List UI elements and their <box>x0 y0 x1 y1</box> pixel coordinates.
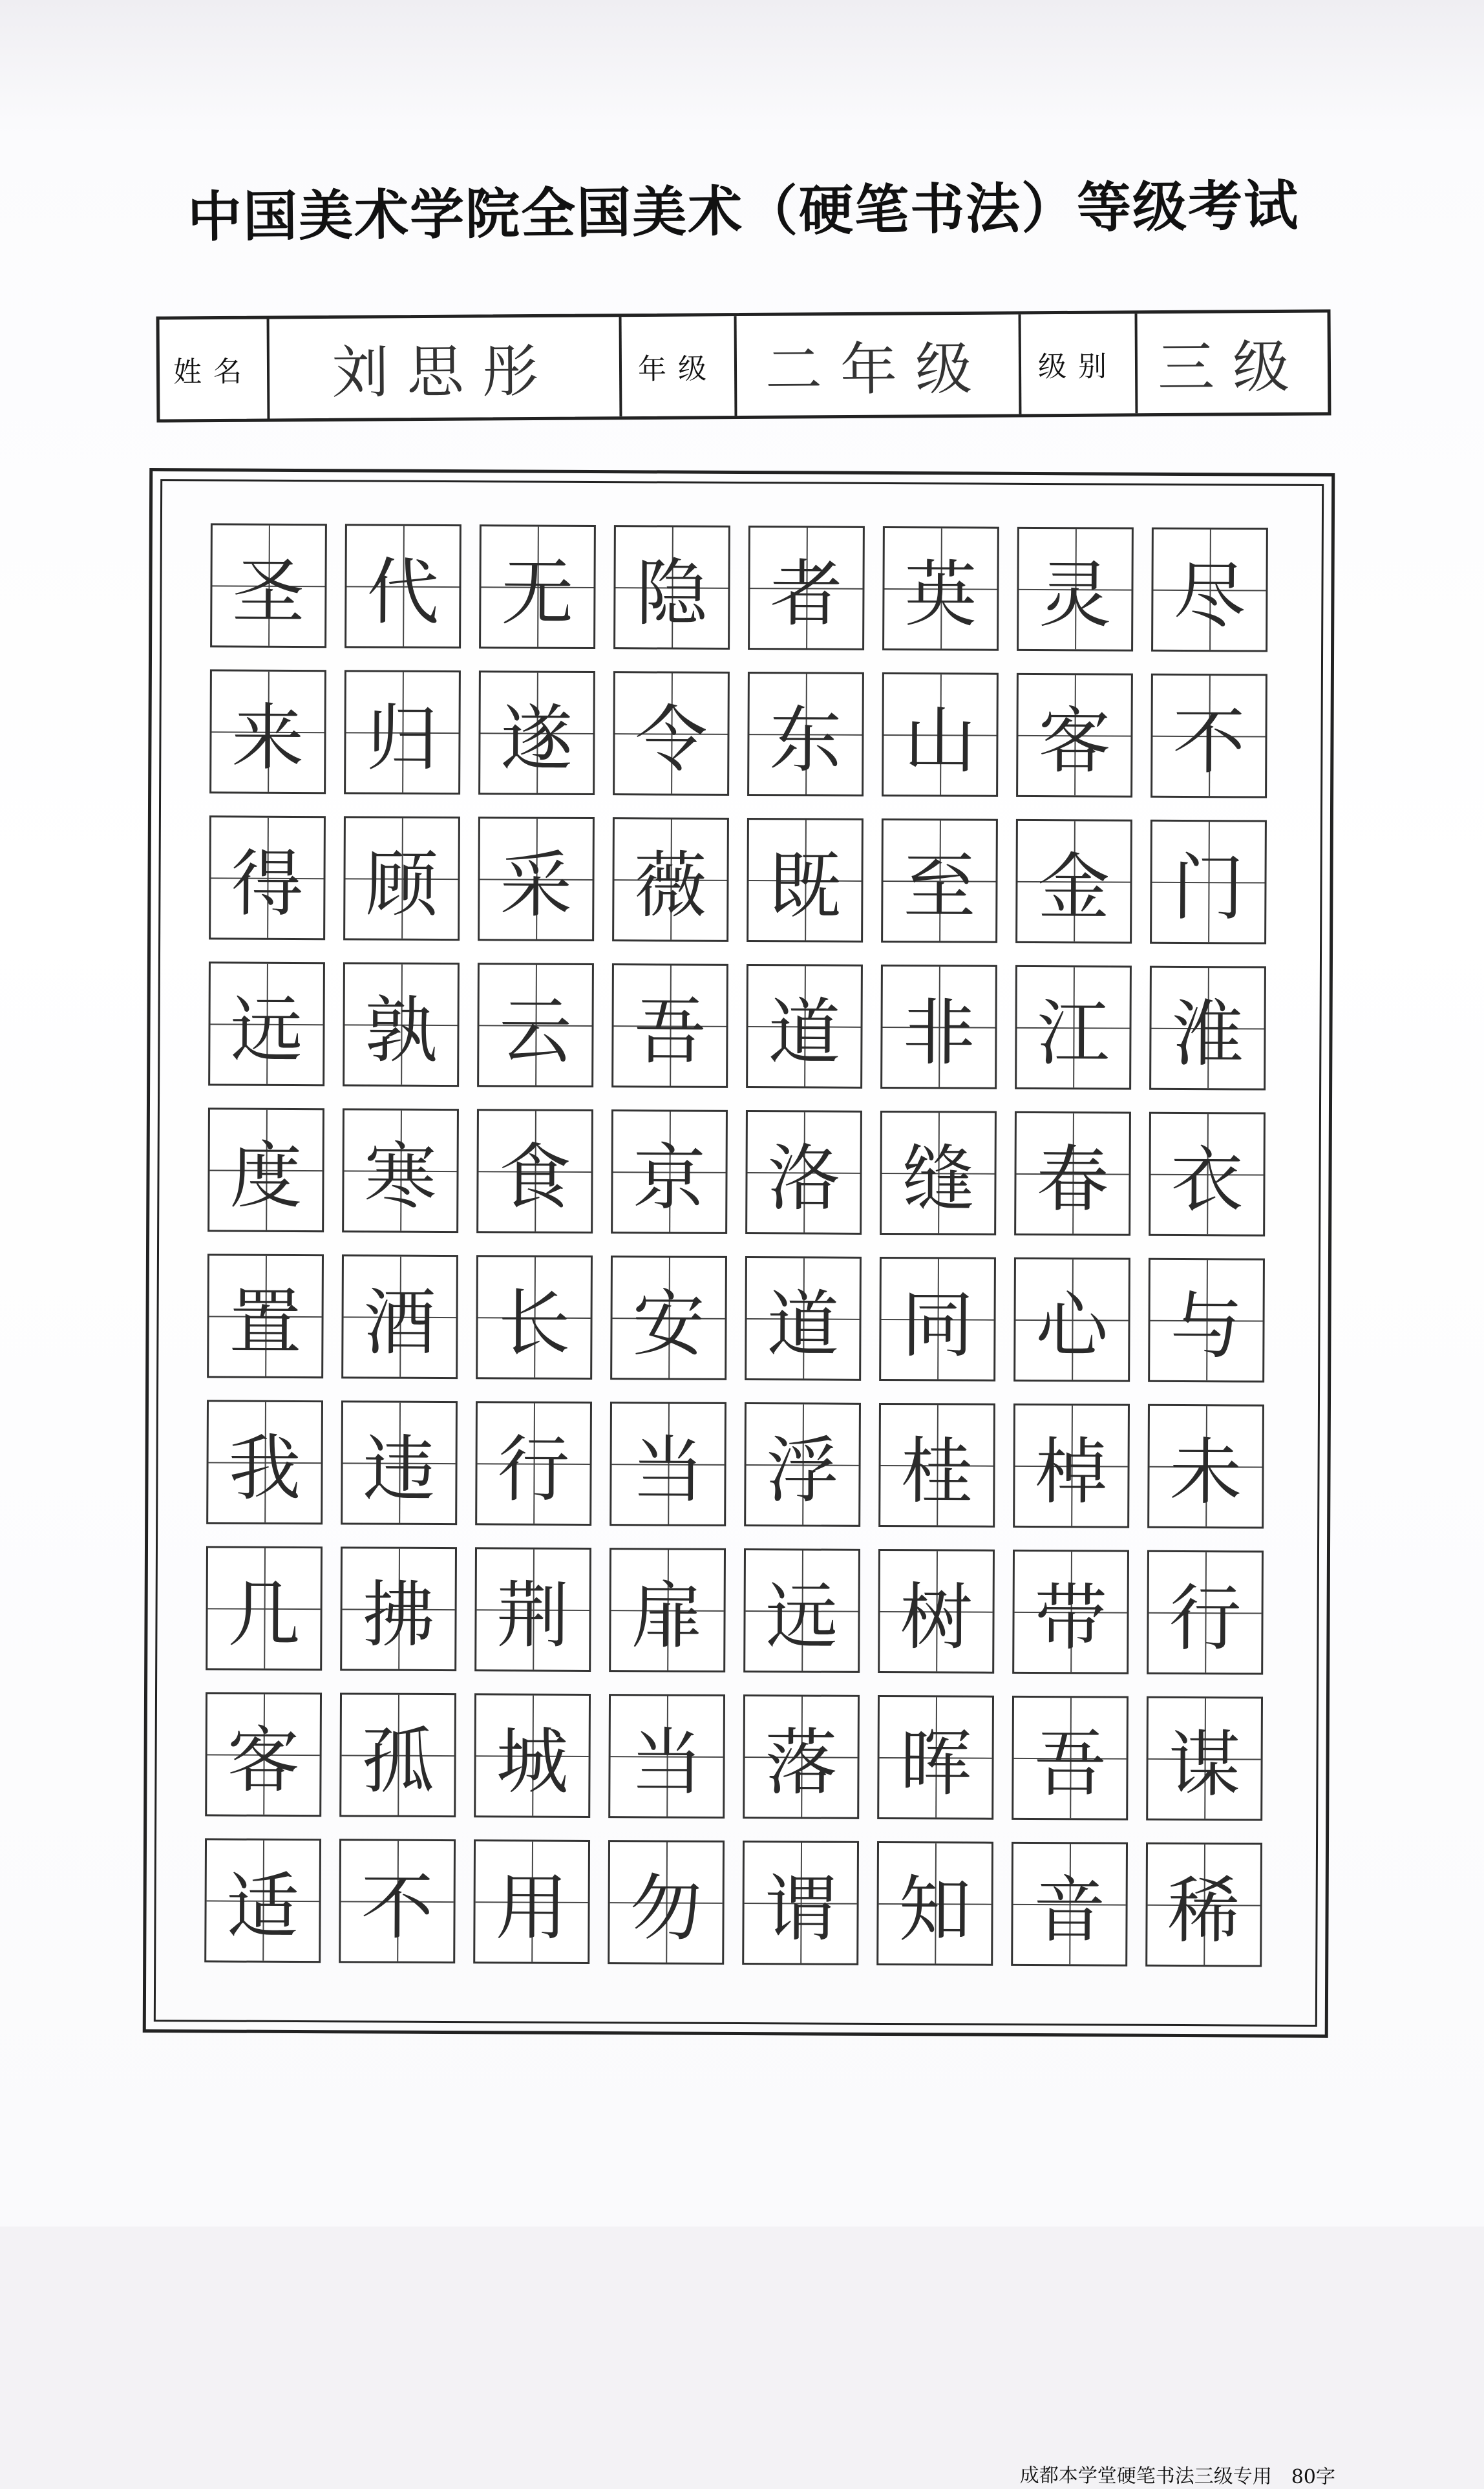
character-cell <box>748 526 865 650</box>
character-cell <box>878 1403 995 1528</box>
character-cell <box>207 1254 324 1378</box>
handwritten-character: 浮 <box>766 1428 839 1513</box>
footer-text: 成都本学堂硬笔书法三级专用 <box>1019 2464 1272 2488</box>
handwritten-character: 吾 <box>633 989 706 1074</box>
handwritten-character: 春 <box>1036 1137 1109 1222</box>
handwritten-character: 当 <box>631 1427 705 1513</box>
handwritten-character: 拂 <box>362 1572 435 1658</box>
character-cell <box>1149 1112 1266 1237</box>
handwritten-character: 者 <box>770 551 843 637</box>
character-cell <box>1014 1111 1131 1236</box>
character-cell <box>343 816 460 941</box>
character-cell <box>608 1694 725 1819</box>
handwritten-character: 安 <box>632 1281 705 1367</box>
handwritten-character: 用 <box>495 1865 568 1950</box>
writing-frame <box>143 468 1336 2489</box>
character-cell <box>475 1401 592 1526</box>
handwritten-character: 寒 <box>364 1134 437 1219</box>
handwritten-character: 棹 <box>1035 1429 1108 1514</box>
handwritten-character: 稀 <box>1167 1868 1240 1953</box>
character-cell <box>747 672 864 796</box>
handwritten-character: 衣 <box>1171 1138 1244 1223</box>
handwritten-character: 灵 <box>1039 553 1112 638</box>
character-cell <box>880 965 997 1089</box>
character-cell <box>477 963 594 1087</box>
handwritten-character: 音 <box>1033 1868 1106 1952</box>
character-cell <box>611 963 728 1088</box>
name-label-cell <box>160 319 270 419</box>
handwritten-character: 勿 <box>630 1866 703 1951</box>
handwritten-character: 荆 <box>496 1573 569 1658</box>
character-cell <box>476 1109 593 1234</box>
handwritten-character: 门 <box>1172 846 1245 930</box>
character-cell <box>877 1695 994 1820</box>
handwritten-character: 令 <box>635 697 708 782</box>
character-cell <box>206 1546 323 1671</box>
handwritten-character: 山 <box>904 698 977 784</box>
character-cell <box>880 1111 997 1235</box>
character-cell <box>207 1107 324 1232</box>
handwritten-character: 不 <box>361 1864 434 1950</box>
character-cell <box>204 1838 321 1963</box>
footer <box>1020 2459 1335 2489</box>
character-cell <box>473 1839 590 1964</box>
handwritten-character: 归 <box>366 696 439 781</box>
handwritten-character: 城 <box>496 1719 569 1804</box>
character-cell <box>479 524 596 649</box>
handwritten-character: 带 <box>1034 1576 1107 1660</box>
character-cell <box>1015 965 1132 1090</box>
handwritten-character: 谋 <box>1168 1722 1241 1807</box>
character-cell <box>608 1840 725 1965</box>
handwritten-character: 遂 <box>500 696 573 782</box>
handwritten-character: 孰 <box>365 988 438 1073</box>
handwritten-character: 顾 <box>365 842 438 927</box>
character-cell <box>745 1256 862 1381</box>
handwritten-character: 行 <box>1169 1576 1242 1661</box>
character-cell <box>742 1841 859 1965</box>
character-cell <box>613 525 730 650</box>
character-cell <box>1016 673 1133 798</box>
handwritten-character: 采 <box>500 842 573 928</box>
page-title: 中国美术学院全国美术（硬笔书法）等级考试 <box>187 173 1300 250</box>
name-value: 刘思彤 <box>332 337 557 406</box>
character-cell <box>344 670 461 795</box>
handwritten-character: 尽 <box>1173 553 1246 638</box>
handwritten-character: 无 <box>501 550 574 636</box>
grade-label-cell <box>622 316 737 416</box>
handwritten-character: 树 <box>900 1575 973 1660</box>
character-cell <box>340 1546 457 1671</box>
character-cell <box>210 523 327 648</box>
character-cell <box>474 1693 591 1818</box>
character-cell <box>882 672 999 797</box>
handwritten-character: 远 <box>230 988 303 1073</box>
grade-label: 年级 <box>637 352 719 386</box>
handwritten-character: 得 <box>231 842 304 926</box>
handwritten-character: 江 <box>1037 991 1110 1076</box>
handwritten-character: 薇 <box>634 843 707 928</box>
character-cell <box>747 818 864 943</box>
character-cell <box>1017 527 1134 652</box>
name-value-cell <box>270 317 622 418</box>
handwritten-character: 东 <box>769 698 842 783</box>
character-cell <box>610 1402 726 1526</box>
handwritten-character: 金 <box>1037 845 1110 930</box>
handwritten-character: 未 <box>1169 1430 1242 1515</box>
handwritten-character: 云 <box>499 988 572 1074</box>
handwritten-character: 我 <box>228 1426 301 1511</box>
character-cell <box>1148 1258 1265 1383</box>
handwritten-character: 违 <box>363 1426 436 1512</box>
character-cell <box>744 1402 861 1527</box>
level-label: 级别 <box>1037 350 1119 384</box>
character-cell <box>1150 820 1267 945</box>
character-cell <box>1147 1550 1264 1675</box>
name-label: 姓名 <box>173 355 254 389</box>
character-cell <box>1147 1404 1264 1529</box>
character-cell <box>206 1400 323 1524</box>
character-cell <box>612 817 729 942</box>
character-cell <box>209 815 326 940</box>
handwritten-character: 食 <box>498 1135 571 1220</box>
handwritten-character: 既 <box>768 844 842 929</box>
handwritten-character: 与 <box>1170 1284 1243 1369</box>
handwritten-character: 扉 <box>631 1574 704 1659</box>
handwritten-character: 同 <box>901 1283 974 1368</box>
character-cell <box>339 1693 456 1817</box>
character-cell <box>1149 966 1266 1091</box>
character-cell <box>1145 1843 1262 1967</box>
handwritten-character: 远 <box>765 1574 838 1660</box>
character-cell <box>476 1255 593 1380</box>
character-cell <box>1151 528 1268 652</box>
handwritten-character: 晖 <box>899 1721 972 1806</box>
handwritten-character: 心 <box>1035 1283 1108 1368</box>
character-cell <box>474 1547 591 1672</box>
handwritten-character: 京 <box>633 1135 706 1221</box>
level-value: 三级 <box>1157 333 1308 401</box>
character-cell <box>209 669 326 794</box>
character-cell <box>1146 1696 1263 1821</box>
handwritten-character: 长 <box>498 1281 571 1366</box>
character-cell <box>1012 1550 1129 1674</box>
handwritten-character: 知 <box>898 1867 971 1952</box>
handwritten-character: 隐 <box>635 551 708 636</box>
character-cell <box>878 1549 995 1674</box>
character-cell <box>344 524 461 648</box>
character-cell <box>610 1255 727 1380</box>
character-cell <box>613 671 730 796</box>
footer-count: 80字 <box>1291 2465 1336 2489</box>
handwritten-character: 吾 <box>1034 1722 1107 1806</box>
level-label-cell <box>1021 314 1138 414</box>
character-cell <box>205 1692 322 1817</box>
handwritten-character: 缝 <box>902 1137 975 1222</box>
handwritten-character: 圣 <box>232 550 305 634</box>
handwritten-character: 不 <box>1172 700 1246 784</box>
character-cell <box>342 1108 459 1233</box>
handwritten-character: 当 <box>630 1720 703 1805</box>
handwritten-character: 适 <box>226 1864 299 1949</box>
handwritten-character: 英 <box>904 552 977 637</box>
handwritten-character: 酒 <box>363 1280 436 1365</box>
handwritten-character: 孤 <box>361 1718 434 1804</box>
handwritten-character: 来 <box>231 696 304 780</box>
handwritten-character: 谓 <box>764 1866 837 1952</box>
handwritten-character: 客 <box>227 1718 300 1803</box>
info-table <box>156 309 1331 422</box>
handwritten-character: 淮 <box>1171 992 1244 1076</box>
character-cell <box>609 1548 726 1672</box>
handwritten-character: 度 <box>229 1134 302 1219</box>
character-cell <box>341 1400 458 1525</box>
handwritten-character: 洛 <box>767 1136 840 1221</box>
character-grid <box>204 523 1268 1967</box>
character-cell <box>745 1110 862 1235</box>
handwritten-character: 非 <box>902 990 975 1076</box>
character-cell <box>1150 674 1267 798</box>
character-cell <box>1011 1842 1128 1967</box>
grade-value: 二年级 <box>765 335 991 403</box>
character-cell <box>743 1694 860 1819</box>
handwritten-character: 道 <box>768 990 841 1075</box>
character-cell <box>1012 1696 1129 1821</box>
character-cell <box>339 1839 456 1963</box>
character-cell <box>208 961 325 1086</box>
handwritten-character: 几 <box>228 1572 301 1657</box>
character-cell <box>341 1254 458 1379</box>
handwritten-character: 桂 <box>900 1429 973 1514</box>
character-cell <box>879 1257 996 1382</box>
level-value-cell <box>1138 312 1328 413</box>
character-cell <box>743 1548 860 1673</box>
character-cell <box>1013 1404 1130 1528</box>
handwritten-character: 代 <box>366 550 440 635</box>
character-cell <box>746 964 863 1089</box>
character-cell <box>343 962 460 1087</box>
character-cell <box>1015 819 1132 944</box>
handwritten-character: 客 <box>1038 699 1111 784</box>
handwritten-character: 道 <box>767 1282 840 1367</box>
character-cell <box>478 670 595 795</box>
handwritten-character: 至 <box>903 844 976 930</box>
character-cell <box>882 526 999 651</box>
grade-value-cell <box>737 314 1022 416</box>
character-cell <box>1013 1257 1130 1382</box>
character-cell <box>611 1109 728 1234</box>
handwritten-character: 落 <box>765 1720 838 1806</box>
handwritten-character: 置 <box>229 1280 302 1365</box>
handwritten-character: 行 <box>497 1427 570 1512</box>
character-cell <box>478 817 595 941</box>
character-cell <box>876 1841 993 1966</box>
character-cell <box>881 818 998 943</box>
